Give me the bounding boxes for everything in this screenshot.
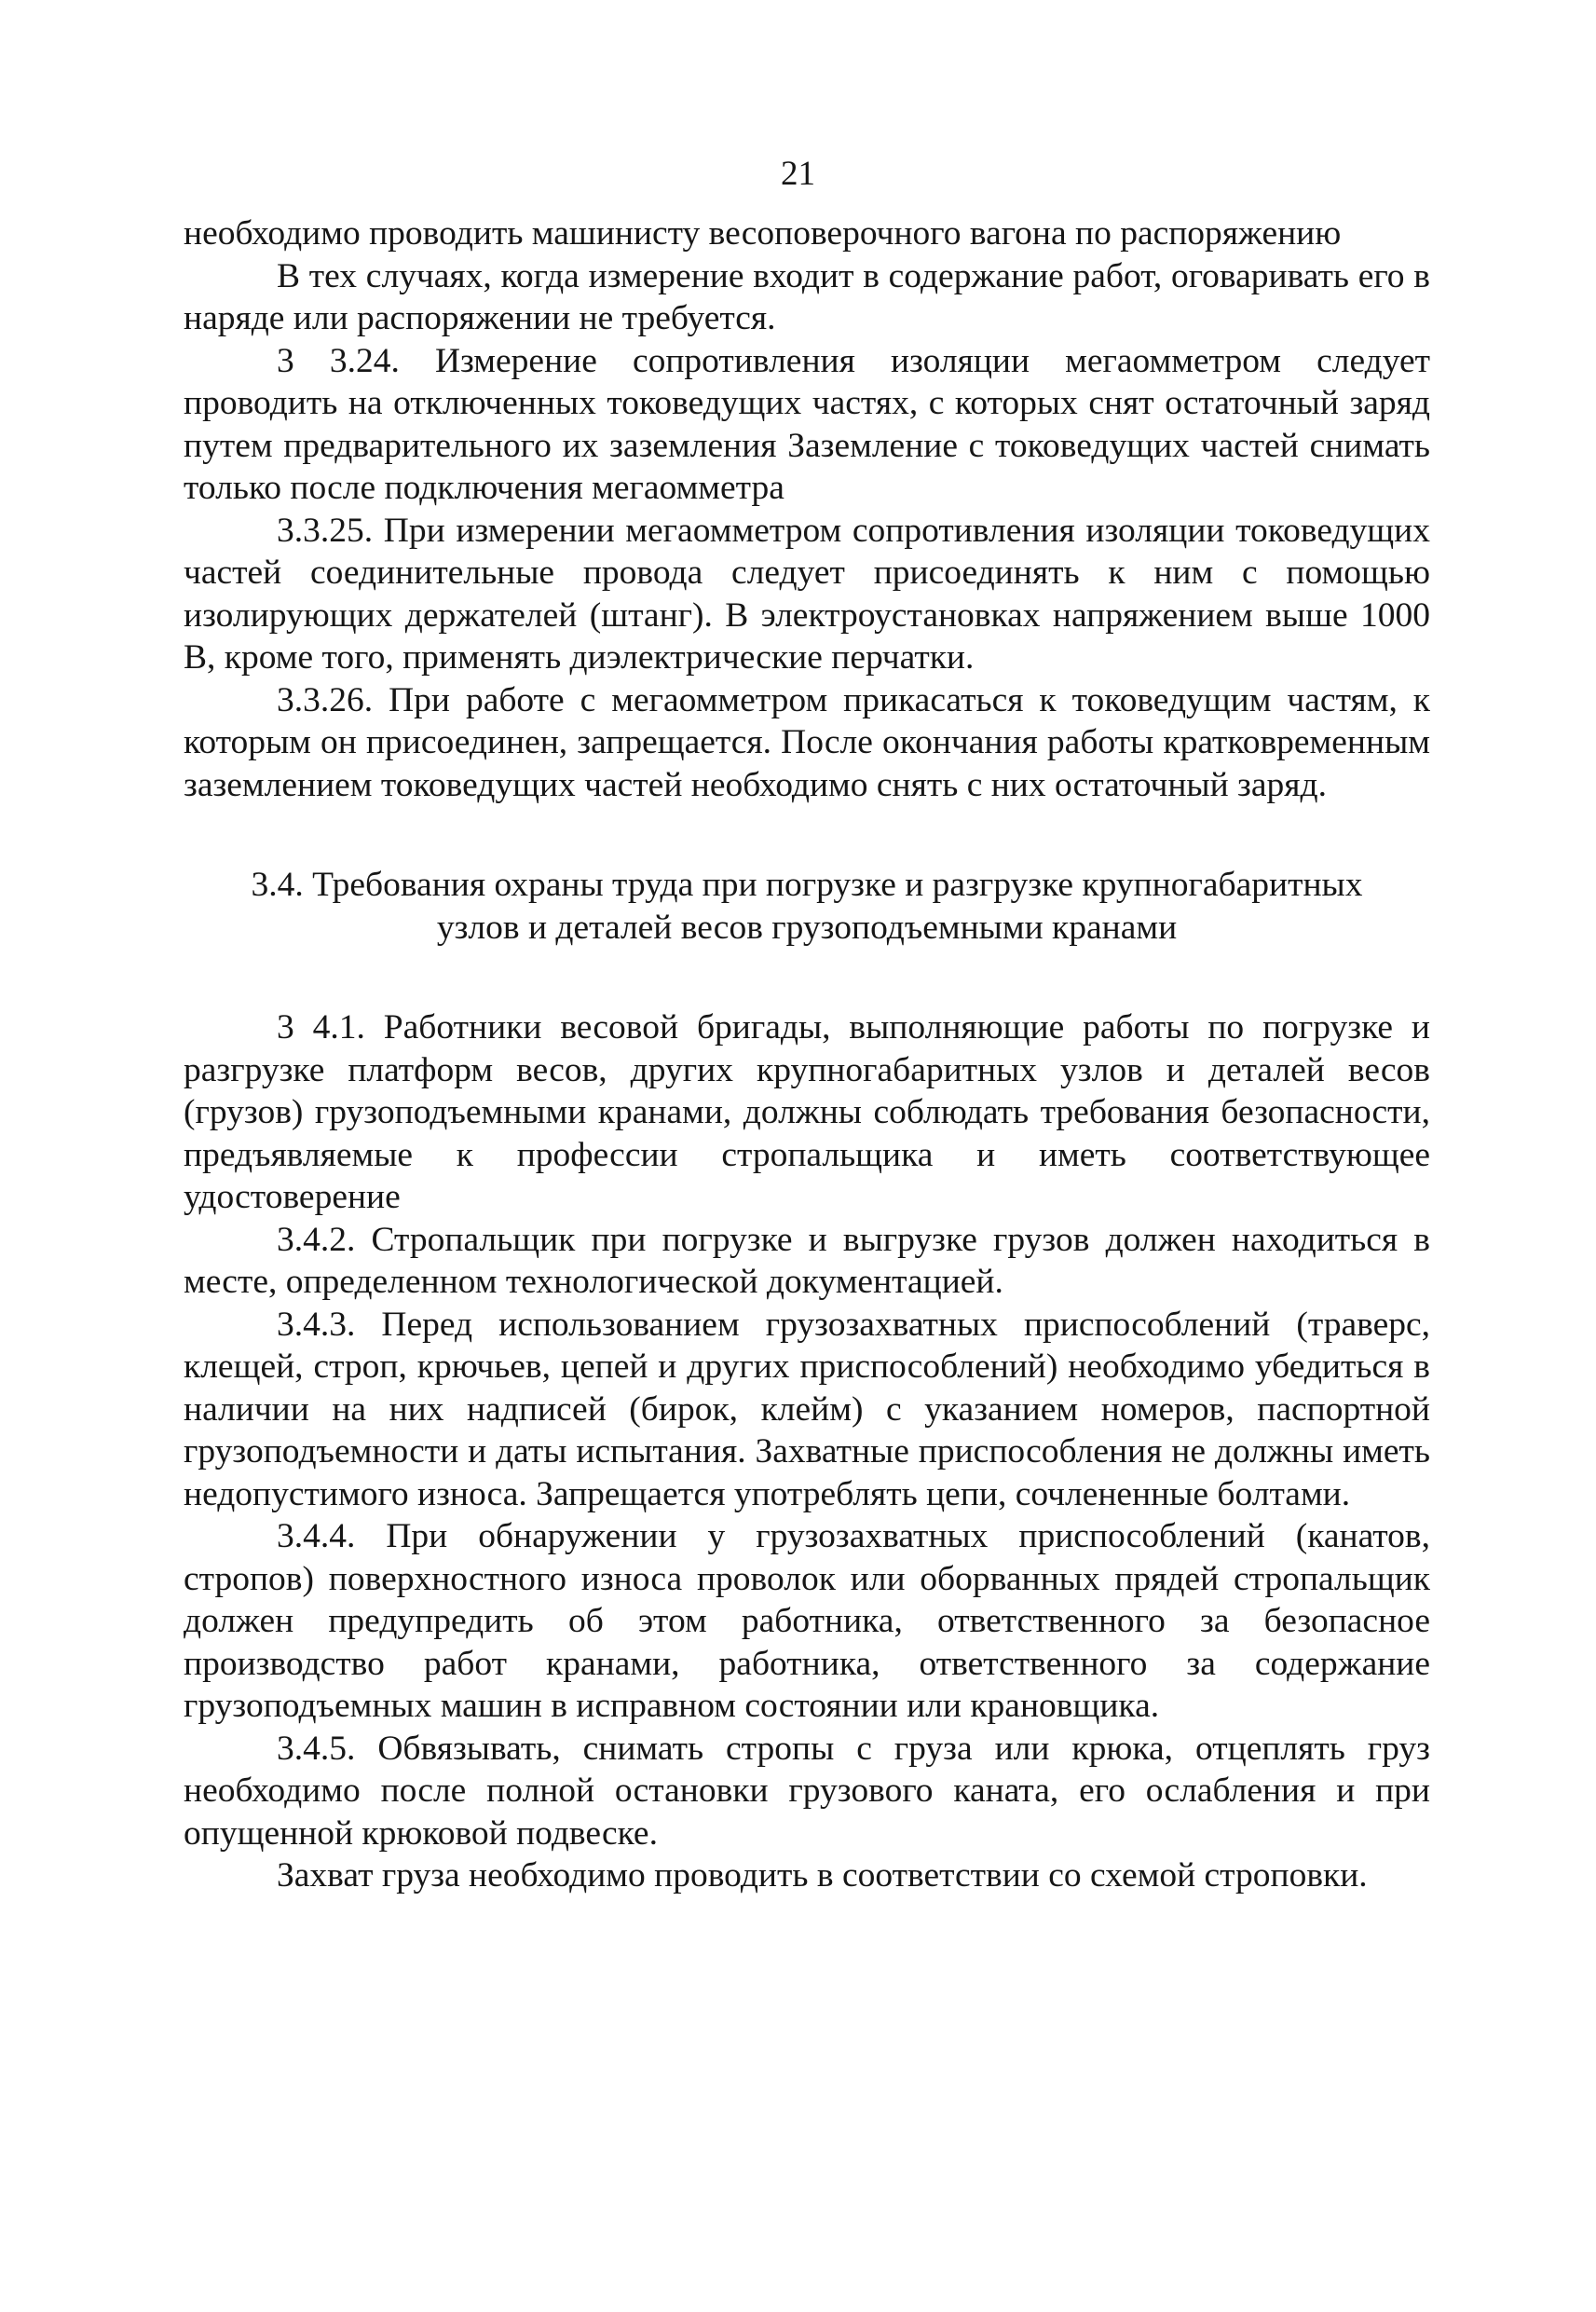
paragraph-3-4-2: 3.4.2. Стропальщик при погрузке и выгрузке грузов должен находиться в месте, определенном технологической документацией. bbox=[184, 1220, 1430, 1301]
paragraph: В тех случаях, когда измерение входит в содержание работ, оговаривать его в наряде или распоряжении не требуется. bbox=[184, 256, 1430, 337]
paragraph-3-3-25: 3.3.25. При измерении мегаомметром сопротивления изоляции токоведущих частей соединительные провода следует присоединять к ним с помощью изолирующих держателей (штанг). В электроустановках напряжением выше 1000 В, кроме того, применять диэлектрические перчатки. bbox=[184, 511, 1430, 677]
section-heading-3-4 bbox=[184, 864, 1430, 949]
section-heading-line-2: узлов и деталей весов грузоподъемными кранами bbox=[436, 908, 1178, 947]
paragraph-3-4-1: 3 4.1. Работники весовой бригады, выполняющие работы по погрузке и разгрузке платформ весов, других крупногабаритных узлов и деталей весов (грузов) грузоподъемными кранами, должны соблюдать требования безопасности, предъявляемые к профессии стропальщика и иметь соответствующее удостоверение bbox=[184, 1008, 1430, 1216]
document-body bbox=[184, 212, 1430, 1897]
page-number: 21 bbox=[781, 155, 815, 193]
paragraph-3-3-24: 3 3.24. Измерение сопротивления изоляции мегаомметром следует проводить на отключенных токоведущих частях, с которых снят остаточный заряд путем предварительного их заземления Заземление с токоведущих частей снимать только после подключения мегаомметра bbox=[184, 341, 1430, 507]
paragraph-3-4-5: 3.4.5. Обвязывать, снимать стропы с груза или крюка, отцеплять груз необходимо после полной остановки грузового каната, его ослабления и при опущенной крюковой подвеске. bbox=[184, 1729, 1430, 1853]
section-heading-line-1: 3.4. Требования охраны труда при погрузке и разгрузке крупногабаритных bbox=[251, 866, 1363, 904]
paragraph-3-4-3: 3.4.3. Перед использованием грузозахватных приспособлений (траверс, клещей, строп, крючьев, цепей и других приспособлений) необходимо убедиться в наличии на них надписей (бирок, клейм) с указанием номеров, паспортной грузоподъемности и даты испытания. Захватные приспособления не должны иметь недопустимого износа. Запрещается употреблять цепи, сочлененные болтами. bbox=[184, 1305, 1430, 1513]
paragraph-closing: Захват груза необходимо проводить в соответствии со схемой строповки. bbox=[277, 1856, 1368, 1895]
paragraph-continuation: необходимо проводить машинисту весоповерочного вагона по распоряжению bbox=[184, 214, 1342, 253]
paragraph-3-4-4: 3.4.4. При обнаружении у грузозахватных приспособлений (канатов, стропов) поверхностного износа проволок или оборванных прядей стропальщик должен предупредить об этом работника, ответственного за безопасное производство работ кранами, работника, ответственного за содержание грузоподъемных машин в исправном состоянии или крановщика. bbox=[184, 1517, 1430, 1725]
paragraph-3-3-26: 3.3.26. При работе с мегаомметром прикасаться к токоведущим частям, к которым он присоединен, запрещается. После окончания работы кратковременным заземлением токоведущих частей необходимо снять с них остаточный заряд. bbox=[184, 680, 1430, 804]
